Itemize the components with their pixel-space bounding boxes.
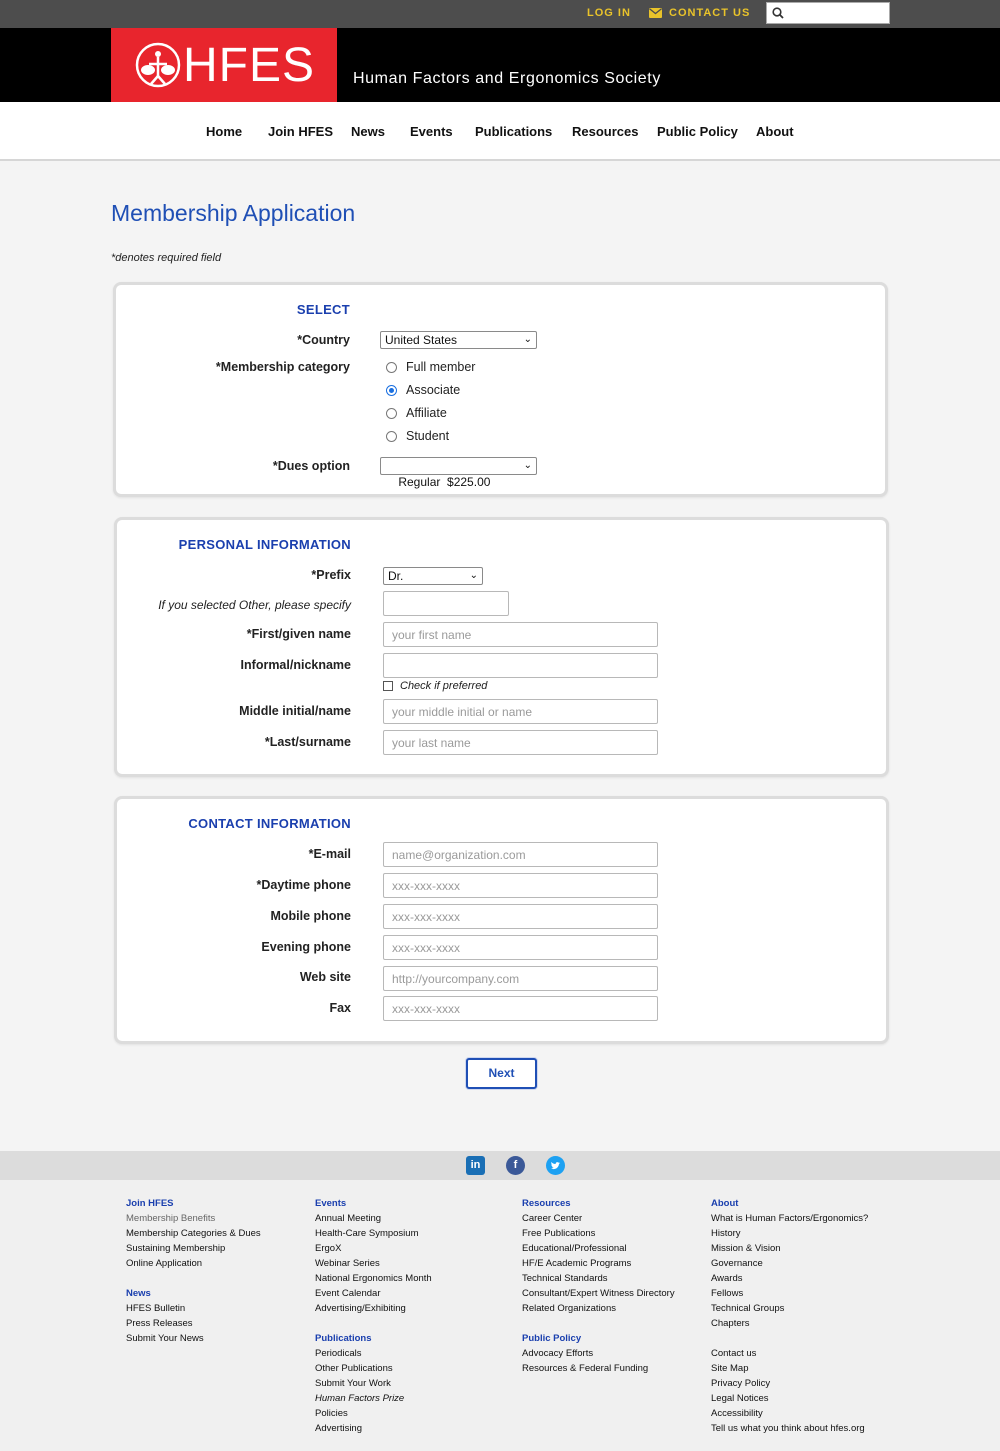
footer-link[interactable]: Career Center (522, 1213, 583, 1224)
site-tagline: Human Factors and Ergonomics Society (353, 70, 661, 87)
fax-label: Fax (329, 1001, 351, 1015)
category-option-associate[interactable] (386, 383, 460, 397)
footer-link[interactable]: Policies (315, 1408, 348, 1419)
daytime-phone-field[interactable] (383, 873, 658, 898)
radio-associate[interactable] (386, 385, 397, 396)
footer-heading-join[interactable]: Join HFES (126, 1198, 174, 1209)
page-title: Membership Application (111, 200, 356, 226)
mobile-phone-label: Mobile phone (270, 909, 351, 923)
footer-heading-resources[interactable]: Resources (522, 1198, 571, 1209)
personal-heading: PERSONAL INFORMATION (178, 537, 351, 552)
footer-link[interactable]: Membership Categories & Dues (126, 1228, 261, 1239)
footer-link[interactable]: Advocacy Efforts (522, 1348, 594, 1359)
middle-name-input[interactable] (384, 700, 657, 723)
next-button[interactable]: Next (466, 1058, 537, 1089)
footer-col-events (315, 1196, 432, 1436)
chevron-down-icon: ⌄ (469, 570, 478, 581)
middle-name-label: Middle initial/name (239, 704, 351, 718)
dues-select[interactable] (380, 457, 537, 489)
login-link[interactable]: LOG IN (587, 7, 631, 19)
footer-link[interactable]: Contact us (711, 1348, 757, 1359)
footer-col-resources (522, 1196, 675, 1376)
footer-heading-publications[interactable]: Publications (315, 1333, 372, 1344)
footer-link[interactable]: Advertising/Exhibiting (315, 1303, 406, 1314)
evening-phone-label: Evening phone (261, 940, 351, 954)
radio-student[interactable] (386, 431, 397, 442)
nickname-preferred-label: Check if preferred (400, 680, 488, 692)
footer-link[interactable]: Educational/Professional (522, 1243, 627, 1254)
footer-link[interactable]: Governance (711, 1258, 763, 1269)
nickname-field[interactable] (383, 653, 658, 678)
footer-heading-news[interactable]: News (126, 1288, 151, 1299)
footer-link[interactable]: Resources & Federal Funding (522, 1363, 649, 1374)
search-input[interactable] (788, 4, 888, 22)
footer-link[interactable]: Other Publications (315, 1363, 393, 1374)
hfes-emblem-icon (135, 42, 181, 88)
footer-link[interactable]: Free Publications (522, 1228, 596, 1239)
other-prefix-field[interactable] (383, 591, 509, 616)
first-name-field[interactable] (383, 622, 658, 647)
facebook-icon[interactable]: f (506, 1156, 525, 1175)
twitter-icon[interactable] (546, 1156, 565, 1175)
footer-link[interactable]: Webinar Series (315, 1258, 380, 1269)
personal-info-panel (114, 517, 889, 777)
footer-link[interactable]: Submit Your Work (315, 1378, 391, 1389)
chevron-down-icon: ⌄ (523, 460, 532, 471)
nickname-preferred-option[interactable] (383, 680, 487, 692)
daytime-phone-label: *Daytime phone (256, 878, 351, 892)
category-option-affiliate[interactable] (386, 406, 447, 420)
footer-link[interactable]: Fellows (711, 1288, 744, 1299)
nickname-label: Informal/nickname (240, 658, 351, 672)
last-name-input[interactable] (384, 731, 657, 754)
footer-heading-about[interactable]: About (711, 1198, 739, 1209)
footer-link[interactable]: Consultant/Expert Witness Directory (522, 1288, 675, 1299)
footer-link[interactable]: Technical Standards (522, 1273, 608, 1284)
country-value: United States (385, 333, 458, 347)
logo-text: HFES (183, 38, 316, 92)
search-box[interactable] (766, 2, 890, 24)
country-label: *Country (297, 333, 350, 347)
footer-link[interactable]: Human Factors Prize (315, 1393, 405, 1404)
footer-heading-public-policy[interactable]: Public Policy (522, 1333, 582, 1344)
middle-name-field[interactable] (383, 699, 658, 724)
footer-link[interactable]: Annual Meeting (315, 1213, 382, 1224)
footer-link[interactable]: Event Calendar (315, 1288, 381, 1299)
footer-link[interactable]: Legal Notices (711, 1393, 769, 1404)
category-label: Student (406, 429, 450, 443)
nav-about[interactable]: About (756, 124, 794, 139)
other-prefix-label: If you selected Other, please specify (158, 598, 351, 612)
footer-link[interactable]: Periodicals (315, 1348, 362, 1359)
footer-link[interactable]: Technical Groups (711, 1303, 785, 1314)
first-name-label: *First/given name (246, 627, 351, 641)
footer-link[interactable]: Membership Benefits (126, 1213, 216, 1224)
category-label: Full member (406, 360, 476, 374)
hfes-logo[interactable] (111, 28, 337, 102)
other-prefix-input[interactable] (384, 592, 508, 615)
footer-col-about (711, 1196, 868, 1436)
nav-resources[interactable]: Resources (572, 124, 639, 139)
main-nav (0, 102, 1000, 161)
footer-link[interactable]: Privacy Policy (711, 1378, 771, 1389)
prefix-value: Dr. (388, 569, 404, 583)
footer-link[interactable]: Mission & Vision (711, 1243, 781, 1254)
category-label: Associate (406, 383, 461, 397)
footer-link[interactable]: Chapters (711, 1318, 750, 1329)
dues-option-label: *Dues option (272, 459, 350, 473)
footer-link[interactable]: Submit Your News (126, 1333, 204, 1344)
nav-events[interactable]: Events (410, 124, 453, 139)
first-name-input[interactable] (384, 623, 657, 646)
email-field[interactable] (383, 842, 658, 867)
daytime-phone-input[interactable] (384, 874, 657, 897)
radio-full-member[interactable] (386, 362, 397, 373)
footer-link[interactable]: Site Map (711, 1363, 749, 1374)
website-field[interactable] (383, 966, 658, 991)
footer-link[interactable]: Sustaining Membership (126, 1243, 226, 1254)
category-label: Affiliate (406, 406, 447, 420)
linkedin-icon[interactable]: in (466, 1156, 485, 1175)
footer-link[interactable]: Press Releases (126, 1318, 193, 1329)
category-option-full-member[interactable] (386, 360, 475, 374)
contact-info-panel (114, 796, 889, 1044)
prefix-select[interactable] (383, 567, 483, 585)
chevron-down-icon: ⌄ (523, 334, 532, 345)
website-label: Web site (299, 970, 351, 984)
footer-link[interactable]: ErgoX (315, 1243, 342, 1254)
prefix-label: *Prefix (311, 568, 351, 582)
select-heading: SELECT (296, 302, 350, 317)
footer-link[interactable]: Related Organizations (522, 1303, 616, 1314)
footer-col-join (126, 1196, 261, 1346)
footer-link[interactable]: What is Human Factors/Ergonomics? (711, 1213, 869, 1224)
radio-affiliate[interactable] (386, 408, 397, 419)
nav-news[interactable]: News (351, 124, 385, 139)
utility-bar (0, 0, 1000, 28)
footer-link[interactable]: HFES Bulletin (126, 1303, 186, 1314)
contact-link[interactable] (649, 7, 750, 19)
footer-link[interactable]: History (711, 1228, 741, 1239)
membership-category-label: *Membership category (215, 360, 350, 374)
dues-value: Regular $225.00 (398, 475, 491, 489)
nickname-preferred-checkbox[interactable] (383, 681, 393, 691)
envelope-icon (649, 8, 662, 18)
footer-link[interactable]: Tell us what you think about hfes.org (711, 1423, 865, 1434)
nav-public-policy[interactable]: Public Policy (657, 124, 738, 139)
evening-phone-field[interactable] (383, 935, 658, 960)
select-panel (113, 282, 888, 497)
nickname-input[interactable] (384, 654, 657, 677)
footer-link[interactable]: Advertising (315, 1423, 362, 1434)
contact-label: CONTACT US (669, 7, 751, 19)
category-option-student[interactable] (386, 429, 449, 443)
evening-phone-input[interactable] (384, 936, 657, 959)
footer-link[interactable]: Online Application (126, 1258, 203, 1269)
nav-home[interactable]: Home (206, 124, 243, 139)
last-name-label: *Last/surname (264, 735, 351, 749)
email-label: *E-mail (308, 847, 351, 861)
website-input[interactable] (384, 967, 657, 990)
email-input[interactable] (384, 843, 657, 866)
mobile-phone-input[interactable] (384, 905, 657, 928)
fax-input[interactable] (384, 997, 657, 1020)
fax-field[interactable] (383, 996, 658, 1021)
nav-publications[interactable]: Publications (475, 124, 553, 139)
footer-link[interactable]: Accessibility (711, 1408, 763, 1419)
footer-link[interactable]: HF/E Academic Programs (522, 1258, 632, 1269)
social-bar (0, 1151, 1000, 1180)
country-select[interactable] (380, 331, 537, 349)
search-icon (772, 7, 784, 19)
brand-header (0, 28, 1000, 102)
site-footer (0, 1180, 1000, 1451)
footer-link[interactable]: National Ergonomics Month (315, 1273, 432, 1284)
mobile-phone-field[interactable] (383, 904, 658, 929)
footer-link[interactable]: Health-Care Symposium (315, 1228, 419, 1239)
required-field-note: *denotes required field (111, 252, 222, 264)
nav-join-hfes[interactable]: Join HFES (268, 124, 334, 139)
footer-heading-events[interactable]: Events (315, 1198, 347, 1209)
footer-link[interactable]: Awards (711, 1273, 743, 1284)
last-name-field[interactable] (383, 730, 658, 755)
contact-heading: CONTACT INFORMATION (188, 816, 351, 831)
